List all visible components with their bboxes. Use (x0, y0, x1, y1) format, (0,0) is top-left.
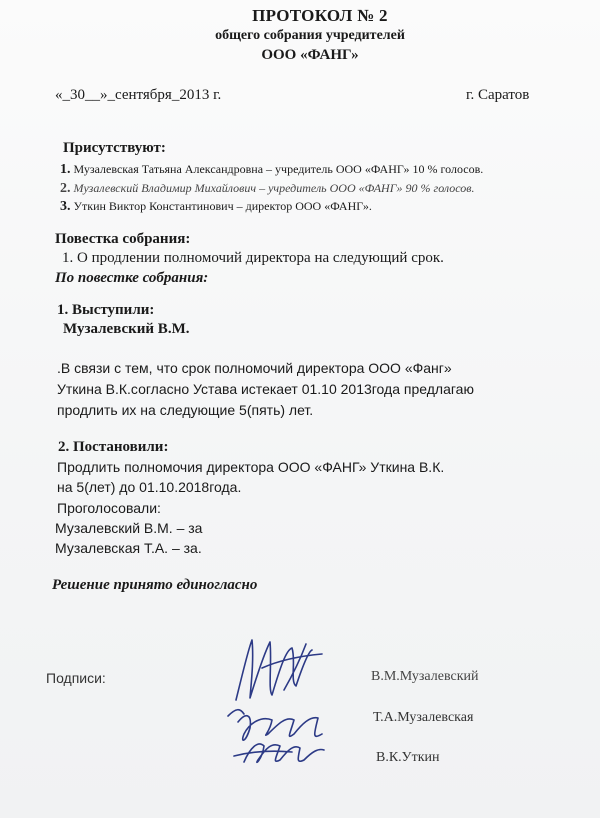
company-name: ООО «ФАНГ» (261, 47, 359, 63)
vote-item: Музалевский В.М. – за (55, 520, 203, 536)
document-title: ПРОТОКОЛ № 2 (252, 6, 388, 25)
signature-name: Т.А.Музалевская (373, 710, 474, 725)
attendee-text: Музалевский Владимир Михайлович – учредитель ООО «ФАНГ» 90 % голосов. (73, 181, 475, 195)
agenda-heading: Повестка собрания: (55, 231, 191, 247)
attendee-number: 1. (60, 162, 71, 177)
resolution-line: Продлить полномочия директора ООО «ФАНГ» Уткина В.К. (57, 459, 445, 475)
meeting-city: г. Саратов (466, 87, 530, 103)
voted-label: Проголосовали: (57, 500, 161, 516)
document-subtitle: общего собрания учредителей (215, 28, 405, 43)
signature-name: В.К.Уткин (376, 750, 440, 765)
speech-line: .В связи с тем, что срок полномочий директора ООО «Фанг» (57, 360, 452, 376)
resolution-line: на 5(лет) до 01.10.2018года. (57, 479, 242, 495)
meeting-date: «_30__»_сентября_2013 г. (55, 87, 222, 103)
attendee-text: Музалевская Татьяна Александровна – учредитель ООО «ФАНГ» 10 % голосов. (73, 162, 484, 176)
speech-line: Уткина В.К.согласно Устава истекает 01.10 2013года предлагаю (57, 381, 474, 397)
attendee-number: 2. (60, 181, 71, 196)
vote-item: Музалевская Т.А. – за. (55, 540, 202, 556)
attendee-number: 3. (60, 199, 71, 214)
agenda-subheading: По повестке собрания: (55, 270, 209, 286)
attendees-heading: Присутствуют: (63, 140, 166, 156)
resolution-heading: 2. Постановили: (58, 439, 169, 455)
speech-line: продлить их на следующие 5(пять) лет. (57, 402, 314, 418)
signature-name: В.М.Музалевский (371, 669, 479, 684)
agenda-item: 1. О продлении полномочий директора на следующий срок. (62, 250, 444, 266)
speakers-heading: 1. Выступили: (57, 302, 155, 318)
speaker-name: Музалевский В.М. (63, 321, 190, 337)
attendee-text: Уткин Виктор Константинович – директор ООО «ФАНГ». (73, 199, 372, 213)
signatures-label: Подписи: (46, 670, 106, 686)
decision-text: Решение принято единогласно (52, 577, 258, 593)
